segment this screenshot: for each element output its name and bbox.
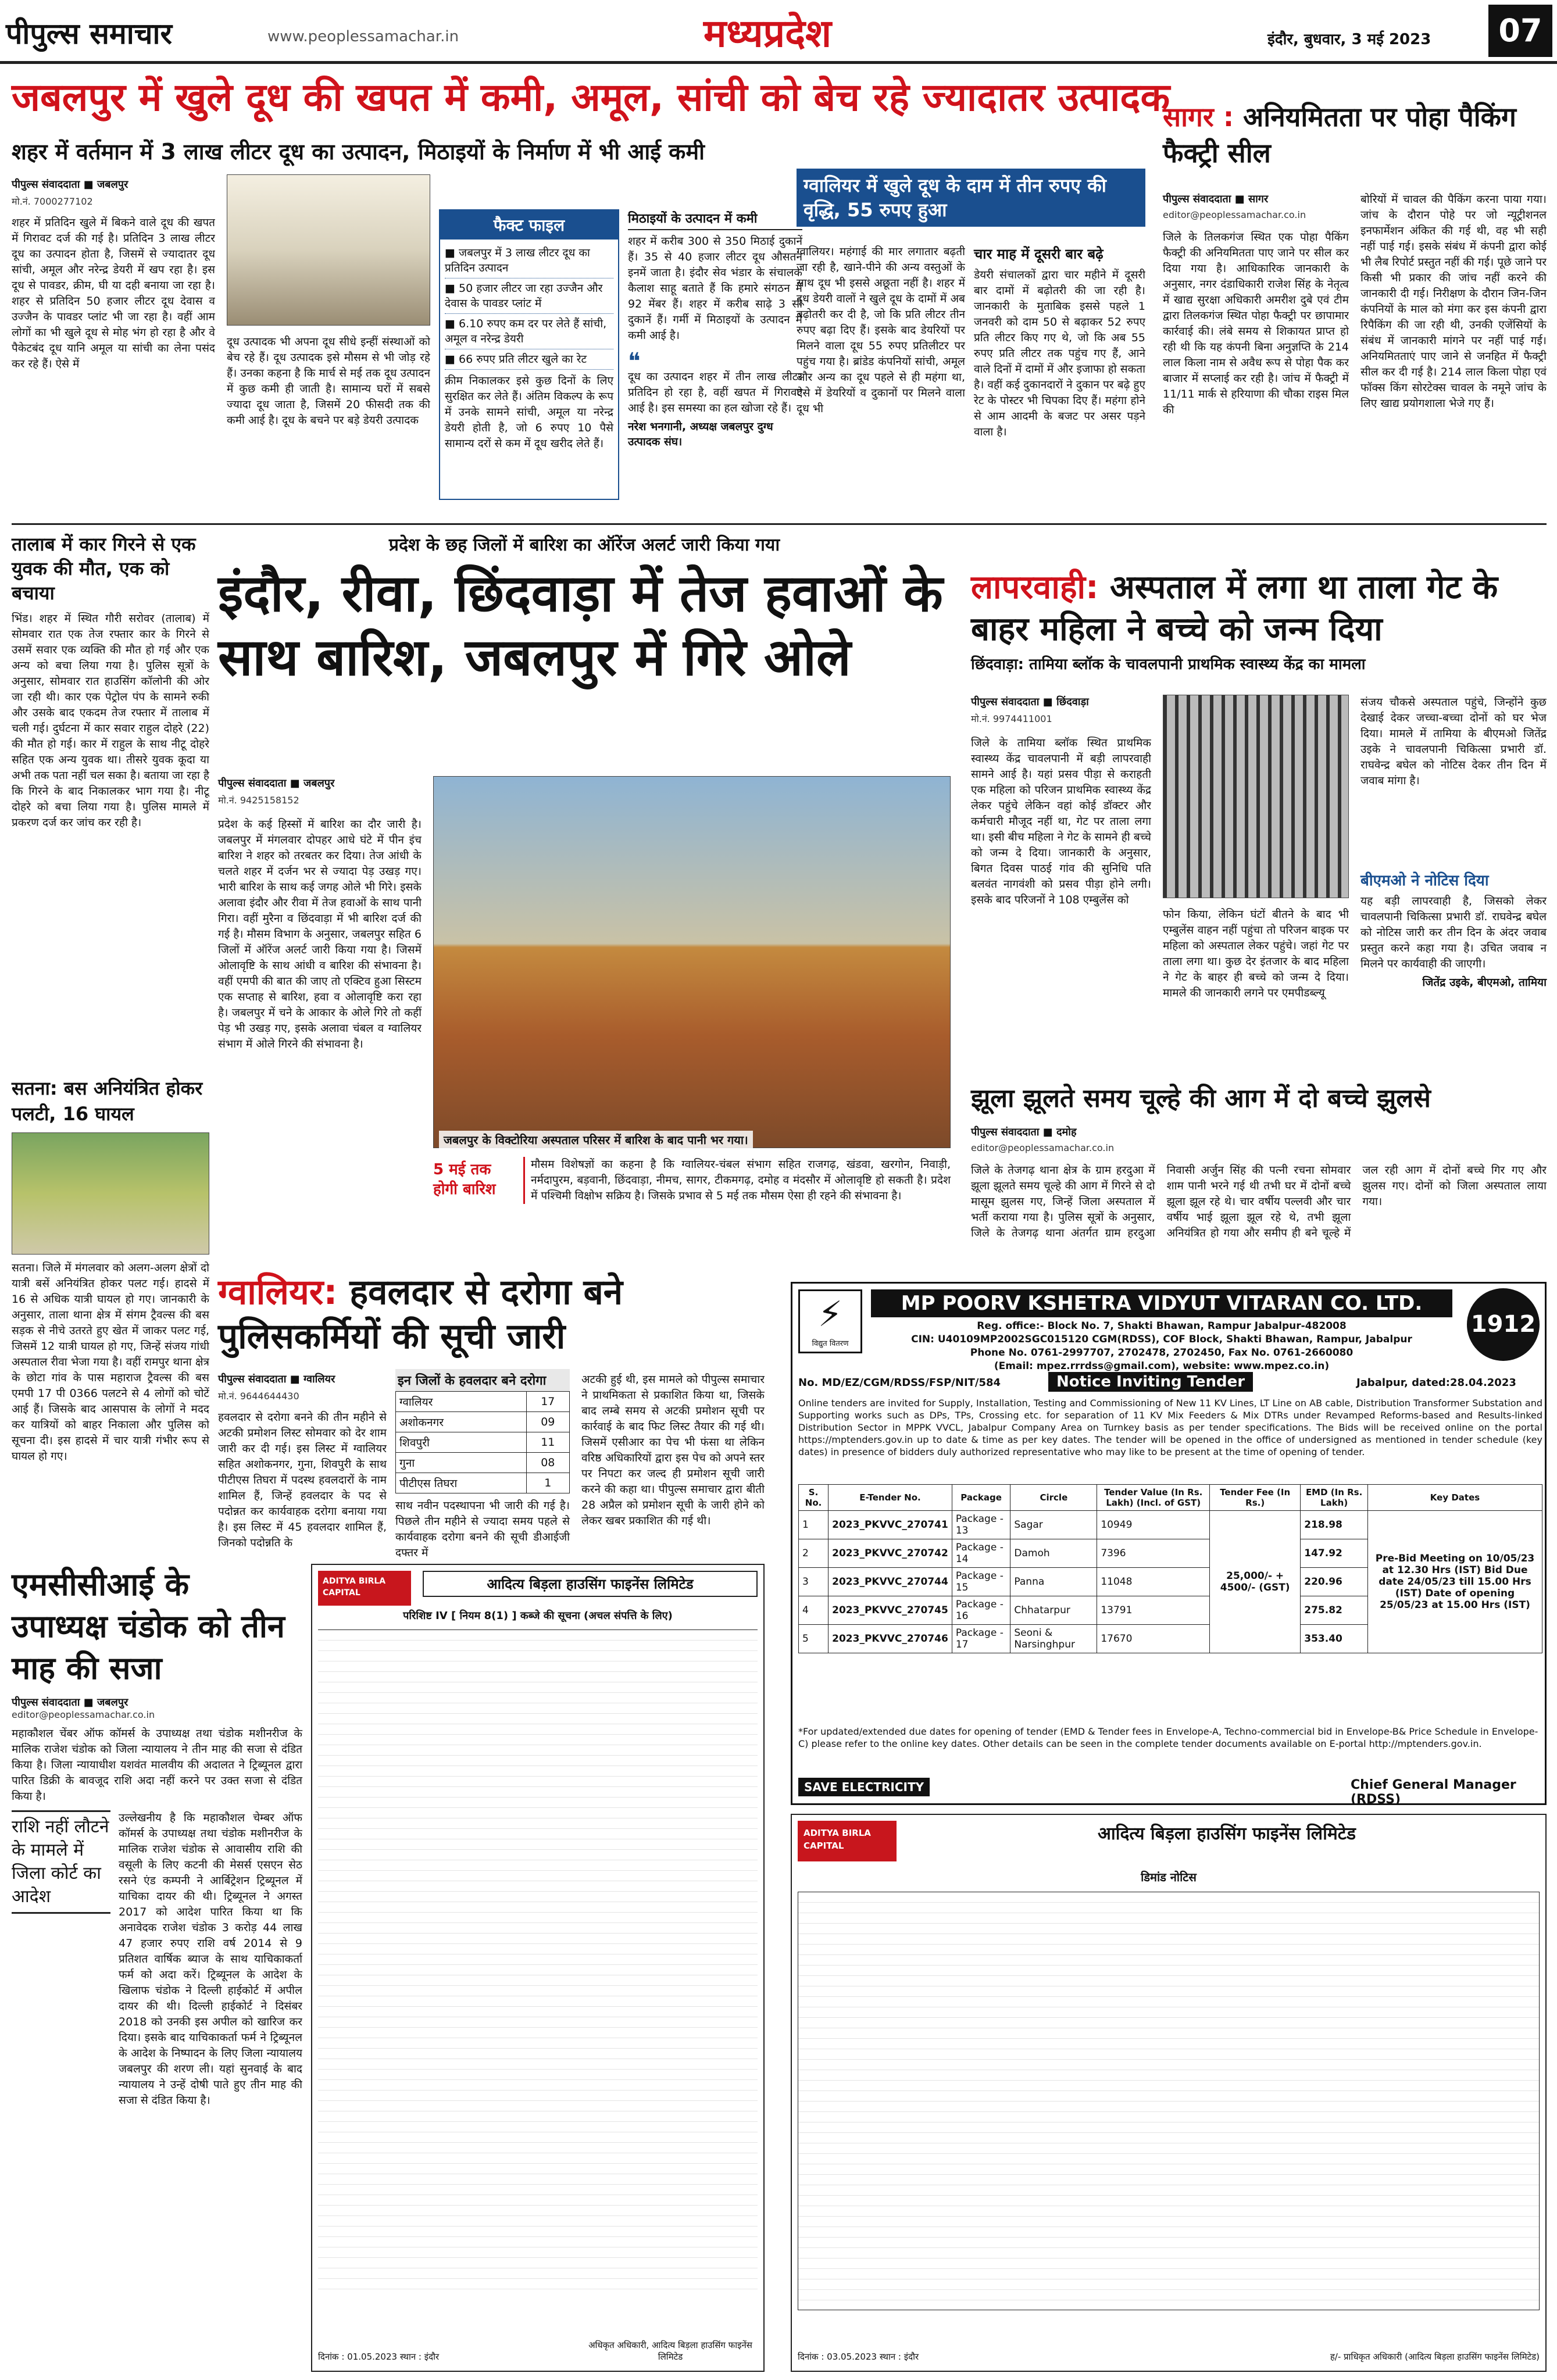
tender-table	[798, 1484, 1542, 1653]
rain-box-body: मौसम विशेषज्ञों का कहना है कि ग्वालियर-चंबल संभाग सहित राजगढ़, खंडवा, खरगोन, निवाड़ी, नर्मदापुरम, बड़वानी, छिंदवाड़ा, नीमच, सागर, टीकमगढ़, दमोह व मंदसौर में ओलावृष्टि हो सकती है। प्रदेश में पश्चिमी विक्षोभ सक्रिय है। जिसके प्रभाव से 5 मई तक मौसम ऐसा ही रहने की संभावना है।	[523, 1157, 951, 1204]
sweets-box	[628, 209, 802, 500]
mpez-logo-caption: विद्युत वितरण	[812, 1339, 849, 1348]
milk-headline: जबलपुर में खुले दूध की खपत में कमी, अमूल, सांची को बेच रहे ज्यादातर उत्पादक	[12, 75, 1170, 120]
milk-quote: दूध का उत्पादन शहर में तीन लाख लीटर प्रतिदिन हो रहा है, वहीं खपत में गिरावट आई है। इस समस्या का हल खोजा रहे हैं।	[628, 370, 802, 414]
table-cell: 08	[526, 1453, 569, 1473]
table-header: Key Dates	[1368, 1485, 1542, 1511]
milk-photo	[227, 174, 430, 326]
milk-body-1: शहर में प्रतिदिन खुले में बिकने वाले दूध की खपत में गिरावट दर्ज की गई है। प्रतिदिन 3 लाख लीटर दूध का उत्पादन होता है, जिसमें से ज्यादातर दूध सांची, अमूल और नरेन्द्र डेयरी में खप रहा है। इस दूध से पावडर, क्रीम, घी या दही बनाया जा रहा है। शहर से प्रतिदिन 50 हजार लीटर दूध देवास व उज्जैन के पावडर प्लांट भी जा रहा है। वहीं आम लोगों का भी खुले दूध से मोह भंग हो रहा है और वे पैकेटबंद दूध यानि अमूल या सांची का लेना पसंद कर रहे हैं। ऐसे में	[12, 216, 215, 370]
rain-photo	[433, 776, 951, 1148]
aditya-logo-small	[318, 1571, 411, 1606]
table-cell: 218.98	[1301, 1511, 1368, 1539]
gwalior-milk-sub: चार माह में दूसरी बार बढ़े	[974, 246, 1104, 262]
hospital-photo	[1163, 695, 1349, 898]
police-headline-place: ग्वालियर:	[218, 1272, 338, 1313]
table-row	[396, 1473, 570, 1493]
police-headline	[218, 1270, 765, 1359]
gwalior-milk-story	[797, 169, 1145, 517]
table-row	[396, 1453, 570, 1473]
bmo-notice-title: बीएमओ ने नोटिस दिया	[1360, 872, 1489, 889]
table-cell: 10949	[1097, 1511, 1210, 1539]
fact-file	[439, 209, 619, 500]
table-cell: 13791	[1097, 1596, 1210, 1625]
milk-quote-name: नरेश भनगानी, अध्यक्ष जबलपुर दुग्ध उत्पादक संघ।	[628, 420, 773, 448]
hospital-story	[971, 567, 1547, 1073]
sagar-byline: पीपुल्स संवाददाता ■ सागर	[1163, 193, 1269, 205]
quote-icon: ❝	[628, 348, 641, 375]
table-header: Tender Value (In Rs. Lakh) (Incl. of GST)	[1097, 1485, 1210, 1511]
masthead	[0, 0, 1557, 64]
aditya-subtitle-small: परिशिष्ट IV [ नियम 8(1) ] कब्जे की सूचना (अचल संपत्ति के लिए)	[403, 1610, 673, 1622]
fact-file-item: ■ 66 रुपए प्रति लीटर खुले का रेट	[445, 349, 613, 370]
fact-file-item: ■ 6.10 रुपए कम दर पर लेते हैं सांची, अमूल व नरेन्द्र डेयरी	[445, 314, 613, 349]
lightning-icon: ⚡	[817, 1294, 843, 1335]
sagar-headline	[1163, 99, 1547, 171]
police-story	[218, 1270, 765, 1559]
bhind-story	[12, 532, 209, 1067]
aditya-ad-small-body	[318, 1629, 758, 2292]
satna-headline-text: बस अनियंत्रित होकर पलटी, 16 घायल	[12, 1077, 203, 1125]
aditya-date-large: दिनांक : 03.05.2023 स्थान : इंदौर	[798, 2352, 919, 2362]
table-cell: 2023_PKVVC_270744	[829, 1568, 952, 1596]
gwalior-milk-headline	[797, 169, 1145, 227]
police-body-3: अटकी हुई थी, इस मामले को पीपुल्स समाचार ने प्राथमिकता से प्रकाशित किया था, जिसके बाद लम्बे समय से अटकी प्रमोशन सूची पर कार्रवाई के बाद फिट लिस्ट तैयार की गई थी। जिसमें एसीआर का पेच भी फंसा था लेकिन वरिष्ठ अधिकारियों द्वारा इस पेच को अपने स्तर पर निपटा कर जल्द ही प्रमोशन सूची जारी करने की कहा था। पीपुल्स समाचार द्वारा बीती 28 अप्रैल को प्रमोशन सूची के जारी होने को लेकर खबर प्रकाशित की गई थी।	[581, 1373, 765, 1527]
fact-file-list	[440, 240, 618, 373]
bhind-body: भिंड। शहर में स्थित गौरी सरोवर (तालाब) में सोमवार रात एक तेज रफ्तार कार के गिरने से उसमें सवार एक व्यक्ति की मौत हो गई और एक अन्य को बचा लिया गया है। पुलिस सूत्रों के अनुसार, सोमवार रात हाउसिंग कॉलोनी की ओर जा रही थी। कार एक पेट्रोल पंप के सामने रुकी और उसके बाद एकदम तेज रफ्तार में तालाब में चली गई। दुर्घटना में कार सवार राहुल दोहरे (22) की मौत हो गई। कार में राहुल के साथ नीटू दोहरे सहित एक अन्य युवक था। तीसरे युवक कूदा या अभी तक पता नहीं चल सका है। बताया जा रहा है कि गिरने के बाद निकालकर भाग गया है। नीटू दोहरे को बचा लिया गया है। पुलिस मामले में प्रकरण दर्ज कर जांच कर रही है।	[12, 612, 209, 829]
milk-mobile: मो.नं. 7000277102	[12, 196, 93, 207]
table-cell: ग्वालियर	[396, 1392, 527, 1412]
sagar-headline-place: सागर :	[1163, 101, 1234, 133]
table-row	[396, 1432, 570, 1453]
sagar-story	[1163, 99, 1547, 517]
table-header: Package	[952, 1485, 1010, 1511]
table-header: S. No.	[799, 1485, 829, 1511]
page-number: 07	[1488, 5, 1552, 57]
rain-story	[218, 532, 951, 1276]
satna-body: सतना। जिले में मंगलवार को अलग-अलग क्षेत्रों दो यात्री बसें अनियंत्रित होकर पलट गई। हादसे में 16 से अधिक यात्री घायल हो गए। जानकारी के अनुसार, ताला थाना क्षेत्र में संगम ट्रैवल्स की बस सड़क से नीचे उतरते हुए खेत में जाकर पलट गई, जिसमें 12 यात्री घायल हो गए, जिन्हें संजय गांधी अस्पताल रीवा भेजा गया है। वहीं रामपुर थाना क्षेत्र के छोटा गांव के पास महाराज ट्रैवल्स की बस एमपी 17 पी 0366 पलटने से 4 लोगों को चोटें आई हैं। जिसके बाद आसपास के लोगों ने मदद कर यात्रियों को बाहर निकाला और पुलिस को सूचना दी। इस हादसे में चार यात्री गंभीर रूप से घायल हो गए।	[12, 1262, 209, 1463]
aditya-title-large: आदित्य बिड़ला हाउसिंग फाइनेंस लिमिटेड	[1098, 1824, 1356, 1844]
tender-key-dates: Pre-Bid Meeting on 10/05/23 at 12.30 Hrs (IST) Bid Due date 24/05/23 till 15.00 Hrs (IST) Date of opening 25/05/23 at 15.00 Hrs (IST)	[1368, 1511, 1542, 1653]
rain-mobile: मो.नं. 9425158152	[218, 795, 299, 806]
sweets-title: मिठाइयों के उत्पादन में कमी	[628, 209, 802, 230]
bhind-headline: तालाब में कार गिरने से एक युवक की मौत, एक को बचाया	[12, 533, 196, 604]
promotion-table-title: इन जिलों के हवलदार बने दरोगा	[395, 1369, 570, 1391]
table-cell: 11	[526, 1432, 569, 1453]
table-cell: Package - 15	[952, 1568, 1010, 1596]
table-cell: 17	[526, 1392, 569, 1412]
milk-byline: पीपुल्स संवाददाता ■ जबलपुर	[12, 178, 128, 191]
satna-story	[12, 1075, 209, 1552]
bus-photo	[12, 1132, 209, 1255]
mcci-body-2: उल्लेखनीय है कि महाकौशल चेम्बर ऑफ कॉमर्स के उपाध्यक्ष तथा चंडोक मशीनरीज के मालिक राजेश चंडोक से आवासीय राशि की वसूली के लिए कटनी की मेसर्स एसएन सेठ रसने एंड कम्पनी ने आर्बिट्रेशन ट्रिब्यूनल में याचिका दायर की थी। ट्रिब्यूनल ने अगस्त 2017 को आदेश पारित किया था कि अनावेदक राजेश चंडोक 3 करोड़ 44 लाख 47 हजार रुपए राशि वर्ष 2014 से 9 प्रतिशत वार्षिक ब्याज के साथ याचिकाकर्ता फर्म को अदा करें। ट्रिब्यूनल के आदेश के खिलाफ चंडोक ने दिल्ली हाईकोर्ट में अपील दायर की थी। दिल्ली हाईकोर्ट ने दिसंबर 2018 को उनकी इस अपील को खारिज कर दिया। इसके बाद याचिकाकर्ता फर्म ने ट्रिब्यूनल के आदेश के निष्पादन के लिए जिला न्यायालय जबलपुर की शरण ली। यहां सुनवाई के बाद न्यायालय ने उन्हें दोषी पाते हुए तीन माह की सजा से दंडित किया है।	[119, 1811, 302, 2107]
dateline: इंदौर, बुधवार, 3 मई 2023	[1267, 31, 1431, 48]
table-cell: गुना	[396, 1453, 527, 1473]
hospital-headline	[971, 567, 1547, 651]
table-cell: Package - 17	[952, 1625, 1010, 1653]
table-cell: 275.82	[1301, 1596, 1368, 1625]
table-cell: 220.96	[1301, 1568, 1368, 1596]
table-cell: पीटीएस तिघरा	[396, 1473, 527, 1493]
table-header-row	[799, 1485, 1542, 1511]
masthead-logo: पीपुल्स समाचार	[6, 17, 172, 51]
aditya-ad-small	[311, 1564, 765, 2372]
fact-file-extra: क्रीम निकालकर इसे कुछ दिनों के लिए सुरक्षित कर लेते हैं। अंतिम विकल्प के रूप में उनके सामने सांची, अमूल या नरेन्द्र डेयरी होती है, जो 6 रुपए 10 पैसे सामान्य दरों से कम में दूध खरीद लेते हैं।	[445, 374, 613, 450]
mcci-side-box: राशि नहीं लौटने के मामले में जिला कोर्ट का आदेश	[12, 1810, 110, 1914]
aditya-logo-small-text: ADITYA BIRLA CAPITAL	[323, 1577, 386, 1598]
tender-footer: *For updated/extended due dates for opening of tender (EMD & Tender fees in Envelope-A, Techno-commercial bid in Envelope-B& Price Schedule in Envelope-C) please refer to the online key dates. Other details can be seen in the complete tender documents available on E-portal http://mptenders.gov.in.	[798, 1726, 1538, 1749]
divider	[12, 523, 1547, 525]
table-cell: अशोकनगर	[396, 1412, 527, 1432]
hospital-headline-text: अस्पताल में लगा था ताला गेट के बाहर महिला ने बच्चे को जन्म दिया	[971, 569, 1498, 648]
table-cell: 3	[799, 1568, 829, 1596]
table-cell: 2023_PKVVC_270741	[829, 1511, 952, 1539]
bmo-notice-name: जितेंद्र उइके, बीएमओ, तामिया	[1422, 976, 1547, 989]
table-cell: Damoh	[1010, 1539, 1097, 1568]
tender-address-line: Phone No. 0761-2997707, 2702478, 2702450, Fax No. 0761-2660080	[970, 1347, 1354, 1359]
hospital-body-2: संजय चौकसे अस्पताल पहुंचे, जिन्होंने कुछ देखाई देकर जच्चा-बच्चा दोनों को घर भेज दिया। मामले में तामिया के बीएमओ जितेंद्र उइके ने चावलपानी चिकित्सा प्रभारी डॉ. राघवेन्द्र बघेल को नोटिस देकर तीन दिन में जवाब मांगा है।	[1360, 696, 1547, 787]
rain-body: प्रदेश के कई हिस्सों में बारिश का दौर जारी है। जबलपुर में मंगलवार दोपहर आधे घंटे में पीन इंच बारिश ने शहर को तरबतर कर दिया। तेज आंधी के चलते शहर में दर्जन भर से ज्यादा पेड़ उखड़ गए। भारी बारिश के साथ कई जगह ओले भी गिरे। इसके अलावा इंदौर और रीवा में तेज हवाओं के साथ पानी गिरा। वहीं मुरैना व छिंदवाड़ा में भी बारिश दर्ज की गई है। मौसम विभाग के अनुसार, जबलपुर सहित 6 जिलों में ऑरेंज अलर्ट जारी किया गया है। जिसमें ओलावृष्टि के साथ आंधी व बारिश की संभावना है। वहीं एमपी की बात की जाए तो एक्टिव हुआ सिस्टम एक सप्ताह से बारिश, हवा व ओलावृष्टि करा रहा है। जबलपुर में चने के आकार के ओले गिरे तो कहीं पेड़ भी उखड़ गए, इसके अलावा चंबल व ग्वालियर संभाग में ओले गिरने की संभावना है।	[218, 818, 422, 1050]
police-body-1: हवलदार से दरोगा बनने की तीन महीने से अटकी प्रमोशन लिस्ट सोमवार को देर शाम जारी कर दी गई। इस लिस्ट में ग्वालियर सहित अशोकनगर, गुना, शिवपुरी के साथ पीटीएस तिघरा में पदस्थ हवलदारों के नाम शामिल हैं, जिन्हें हवलदार के पद से पदोन्नत कर कार्यवाहक दरोगा बनाया गया है। इस लिस्ट में 45 हवलदार शामिल हैं, जिनको पदोन्नति के	[218, 1411, 387, 1549]
aditya-ad-large	[791, 1814, 1547, 2372]
milk-subhead: शहर में वर्तमान में 3 लाख लीटर दूध का उत्पादन, मिठाइयों के निर्माण में भी आई कमी	[12, 139, 705, 165]
swing-story	[971, 1084, 1547, 1270]
rain-headline: इंदौर, रीवा, छिंदवाड़ा में तेज हवाओं के साथ बारिश, जबलपुर में गिरे ओले	[218, 563, 943, 687]
tender-address-line: (Email: mpez.rrrdss@gmail.com), website: www.mpez.co.in)	[994, 1360, 1330, 1372]
table-header: E-Tender No.	[829, 1485, 952, 1511]
rain-photo-caption: जबलपुर के विक्टोरिया अस्पताल परिसर में बारिश के बाद पानी भर गया।	[439, 1131, 753, 1149]
tender-address	[871, 1320, 1452, 1373]
table-cell: 2023_PKVVC_270742	[829, 1539, 952, 1568]
mcci-story	[12, 1564, 302, 2372]
swing-body: जिले के तेजगढ़ थाना क्षेत्र के ग्राम हरदुआ में झूला झूलते समय चूल्हे की आग में गिरने से दो मासूम झुलस गए, जिन्हें जिला अस्पताल में भर्ती कराया गया है। पुलिस सूत्रों के अनुसार, जिले के तेजगढ़ थाना अंतर्गत ग्राम हरदुआ निवासी अर्जुन सिंह की पत्नी रचना सोमवार शाम पानी भरने गई थी तभी घर में दोनों बच्चे झूला झूल रहे थे। चार वर्षीय पल्लवी और चार वर्षीय भाई झूला झूल रहे थे, तभी झूला अनियंत्रित हो गया और समीप ही बने चूल्हे में जल रही आग में दोनों बच्चे गिर गए और झुलस गए। दोनों को जिला अस्पताल लाया गया।	[971, 1164, 1547, 1239]
sagar-body-2: बोरियों में चावल की पैकिंग करना पाया गया। जांच के दौरान पोहे पर जो न्यूट्रीशनल इनफार्मेशन अंकित की गई थी, वह भी सही नहीं पाई गई। इसके संबंध में कंपनी द्वारा कोई भी लैब रिपोर्ट प्रस्तुत नहीं की गई। पूछे जाने पर किसी भी प्रकार की जांच नहीं करने की जानकारी दी गई। निरीक्षण के दौरान जिन-जिन कंपनियों के माल को मंगा कर इस कंपनी द्वारा रिपैकिंग की जा रही थी, उनकी एजेंसियों के संबंध में जानकारी मांगने पर नहीं पाई गई। अनियमितताएं पाए जाने से जनहित में फैक्ट्री सील कर दी गई है। 214 लाल किला पोहा एवं फॉक्स किंग सोरटेक्स चावल के नमूने जांच के लिए खाद्य प्रयोगशाला भेजे गए हैं।	[1360, 193, 1547, 410]
tender-address-line: Reg. office:- Block No. 7, Shakti Bhawan, Rampur Jabalpur-482008	[977, 1320, 1347, 1332]
table-header: EMD (In Rs. Lakh)	[1301, 1485, 1368, 1511]
mcci-byline: पीपुल्स संवाददाता ■ जबलपुर	[12, 1696, 128, 1709]
police-body-2: साथ नवीन पदस्थापना भी जारी की गई है। पिछले तीन महीने से ज्यादा समय पहले से कार्यवाहक दरोगा बनने की सूची डीआईजी दफ्तर में	[395, 1499, 570, 1559]
sagar-email: editor@peoplessamachar.co.in	[1163, 209, 1306, 220]
swing-headline: झूला झूलते समय चूल्हे की आग में दो बच्चे झुलसे	[971, 1084, 1431, 1113]
mcci-headline: एमसीसीआई के उपाध्यक्ष चंडोक को तीन माह की सजा	[12, 1566, 285, 1686]
mcci-email: editor@peoplessamachar.co.in	[12, 1709, 155, 1720]
tender-notice-title: Notice Inviting Tender	[1048, 1372, 1253, 1392]
badge-1912	[1467, 1288, 1540, 1361]
tender-intro: Online tenders are invited for Supply, Installation, Testing and Commissioning of New 11 KV Lines, LT Line on AB cable, Distribution Transformer Substation and Supporting works such as DPs, TPs, Crossing etc. for separation of 11 KV Mix Feeders & Mix DTRs under Revamped Reforms-based and Results-linked Distribution Sector in MPPK VVCL, Jabalpur Company Area on Turnkey basis as per tender specifications. The Bids will be received online on the portal https://mptenders.gov.in up to date & time as per key dates. The tender will be opened in the office of undersigned as mentioned in tender schedule (key dates) in presence of bidders duly authorized representative who may like to be present at the time of opening of tender.	[798, 1398, 1542, 1457]
table-cell: Package - 14	[952, 1539, 1010, 1568]
tender-company: MP POORV KSHETRA VIDYUT VITARAN CO. LTD.	[871, 1289, 1452, 1317]
table-cell: 7396	[1097, 1539, 1210, 1568]
table-cell: 2023_PKVVC_270745	[829, 1596, 952, 1625]
table-cell: Package - 16	[952, 1596, 1010, 1625]
police-headline-text: हवलदार से दरोगा बने पुलिसकर्मियों की सूची जारी	[218, 1272, 623, 1357]
sweets-body: शहर में करीब 300 से 350 मिठाई दुकानें हैं। 35 से 40 हजार लीटर दूध औसतन इनमें जाता है। इंदौर सेव भंडार के संचालक कैलाश साहू बताते हैं कि हमारे संगठन में 92 मेंबर हैं। शहर में करीब साढ़े 3 सौ दुकानें हैं। गर्मी में मिठाइयों के उत्पादन में कमी आई है।	[628, 235, 802, 342]
table-header: Tender Fee (In Rs.)	[1210, 1485, 1301, 1511]
gwalior-milk-body-2: डेयरी संचालकों द्वारा चार महीने में दूसरी बार दामों में बढ़ोतरी की जा रही है। जानकारी के मुताबिक इससे पहले 1 जनवरी को दाम 50 से बढ़ाकर 52 रुपए प्रति लीटर किए गए थे, जो कि अब 55 रुपए प्रति लीटर तक पहुंच गए हैं, आने वाले दिनों में दामों में और इजाफा हो सकता है। वहीं कई दुकानदारों ने दुकान पर बढ़े हुए रेट के पोस्टर भी चिपका दिए हैं। महंगा होने से आम आदमी के बजट पर असर पड़ने वाला है।	[974, 269, 1145, 438]
police-byline: पीपुल्स संवाददाता ■ ग्वालियर	[218, 1373, 335, 1385]
aditya-logo-large	[798, 1821, 897, 1861]
police-mobile: मो.नं. 9644644430	[218, 1391, 299, 1402]
sagar-body-1: जिले के तिलकगंज स्थित एक पोहा पैकिंग फैक्ट्री की अनियमितता पाए जाने पर सील कर दिया गया है। आधिकारिक जानकारी के अनुसार, नगर दंडाधिकारी राजेश सिंह के नेतृत्व में खाद्य सुरक्षा अधिकारी अमरीश दुबे एवं टीम द्वारा तिलकगंज स्थित पोहा फैक्ट्री पर छापामार कार्रवाई की। लंबे समय से शिकायत प्राप्त हो रही थी कि यह कंपनी बिना अनुज्ञप्ति के 214 लाल किला नाम से अवैध रूप से पोहा पैक कर बाजार में सप्लाई कर रही है। जांच में फैक्ट्री में 11/11 मार्क से हरियाणा की चौका राइस मिल की	[1163, 231, 1349, 416]
table-cell: 353.40	[1301, 1625, 1368, 1653]
gwalior-milk-body-1: ग्वालियर। महंगाई की मार लगातार बढ़ती जा रही है, खाने-पीने की अन्य वस्तुओं के साथ दूध भी इससे अछूता नहीं है। शहर में दूध डेयरी वालों ने खुले दूध के दामों में अब बढ़ोतरी कर दी है, जो कि प्रति लीटर तीन रुपए बढ़ा दिए हैं। इसके बाद डेयरियों पर मिलने वाला दूध 55 रुपए प्रतिलीटर पर पहुंच गया है। ब्रांडेड कंपनियों सांची, अमूल और अन्य का दूध पहले से ही महंगा था, ऐसे में डेयरियों व दुकानों पर मिलने वाला दूध भी	[797, 245, 965, 415]
badge-year: 1912	[1470, 1311, 1536, 1338]
tender-ref: No. MD/EZ/CGM/RDSS/FSP/NIT/584	[798, 1377, 1001, 1389]
table-row	[396, 1392, 570, 1412]
sagar-headline-text: अनियमितता पर पोहा पैकिंग फैक्ट्री सील	[1163, 101, 1516, 169]
table-cell: Package - 13	[952, 1511, 1010, 1539]
tender-dated: Jabalpur, dated:28.04.2023	[1356, 1377, 1516, 1389]
table-cell: Sagar	[1010, 1511, 1097, 1539]
mcci-body-1: महाकौशल चेंबर ऑफ कॉमर्स के उपाध्यक्ष तथा चंडोक मशीनरीज के मालिक राजेश चंडोक को जिला न्यायालय ने तीन माह की सजा से दंडित किया है। जिला न्यायाधीश यशवंत मालवीय की अदालत ने ट्रिब्यूनल द्वारा पारित डिक्री के बावजूद राशि अदा नहीं करने पर उक्त सजा से दंडित किया है।	[12, 1727, 302, 1803]
promotion-table	[395, 1369, 570, 1561]
aditya-signoff-large: ह/- प्राधिकृत अधिकारी (आदित्य बिड़ला हाउसिंग फाइनेंस लिमिटेड)	[1330, 2352, 1540, 2362]
table-cell: 147.92	[1301, 1539, 1368, 1568]
table-cell: शिवपुरी	[396, 1432, 527, 1453]
save-electricity: SAVE ELECTRICITY	[798, 1778, 930, 1796]
promotion-table-grid	[395, 1391, 570, 1493]
hospital-body-photo: फोन किया, लेकिन घंटों बीतने के बाद भी एम्बुलेंस वाहन नहीं पहुंचा तो परिजन बाइक पर महिला को अस्पताल लेकर पहुंचे। जहां गेट पर ताला लगा था। कुछ देर इंतजार के बाद महिला ने गेट के बाहर ही बच्चे को जन्म दे दिया। मामले की जानकारी लगने पर एमपीडब्ल्यू	[1163, 908, 1349, 999]
table-cell: 1	[526, 1473, 569, 1493]
aditya-subtitle-large: डिमांड नोटिस	[1141, 1870, 1197, 1884]
table-cell: 2023_PKVVC_270746	[829, 1625, 952, 1653]
hospital-mobile: मो.नं. 9974411001	[971, 713, 1052, 724]
aditya-ad-large-body	[798, 1892, 1540, 2310]
tender-fee-cell: 25,000/- + 4500/- (GST)	[1210, 1511, 1301, 1653]
mpez-logo	[798, 1289, 862, 1353]
tender-ad	[791, 1282, 1547, 1805]
milk-body-2: दूध उत्पादक भी अपना दूध सीधे इन्हीं संस्थाओं को बेच रहे हैं। दूध उत्पादक इसे मौसम से भी जोड़ रहे हैं। उनका कहना है कि मार्च से मई तक दूध उत्पादन में कुछ कमी ही जाती है। सामान्य घरों में सबसे ज्यादा दूध जाता है, जिसमें 20 फीसदी तक की कमी आई है। दूध के बचने पर बड़े डेयरी उत्पादक	[227, 335, 430, 427]
hospital-headline-place: लापरवाही:	[971, 569, 1099, 606]
table-cell: Seoni & Narsinghpur	[1010, 1625, 1097, 1653]
table-cell: Panna	[1010, 1568, 1097, 1596]
tender-sign: Chief General Manager (RDSS)	[1351, 1778, 1516, 1807]
gwalior-milk-headline-text: ग्वालियर में खुले दूध के दाम में तीन रुपए की वृद्धि, 55 रुपए हुआ	[804, 174, 1106, 221]
satna-headline	[12, 1075, 209, 1127]
fact-file-item: ■ जबलपुर में 3 लाख लीटर दूध का प्रतिदिन उत्पादन	[445, 243, 613, 278]
table-cell: 5	[799, 1625, 829, 1653]
aditya-title-small: आदित्य बिड़ला हाउसिंग फाइनेंस लिमिटेड	[423, 1571, 758, 1597]
table-cell: 2	[799, 1539, 829, 1568]
table-cell: 09	[526, 1412, 569, 1432]
table-row	[396, 1412, 570, 1432]
swing-email: editor@peoplessamachar.co.in	[971, 1142, 1115, 1153]
tender-address-line: CIN: U40109MP2002SGC015120 CGM(RDSS), COF Block, Shakti Bhawan, Rampur, Jabalpur	[911, 1334, 1412, 1345]
table-cell: 1	[799, 1511, 829, 1539]
aditya-signoff-small: अधिकृत अधिकारी, आदित्य बिड़ला हाउसिंग फाइनेंस लिमिटेड	[588, 2340, 752, 2362]
bmo-notice-body: यह बड़ी लापरवाही है, जिसको लेकर चावलपानी चिकित्सा प्रभारी डॉ. राघवेन्द्र बघेल को नोटिस जारी कर तीन दिन के अंदर जवाब प्रस्तुत करने कहा गया है। उचित जवाब न मिलने पर कार्यवाही की जाएगी।	[1360, 895, 1547, 970]
masthead-website: www.peoplessamachar.in	[267, 28, 459, 45]
fact-file-item: ■ 50 हजार लीटर जा रहा उज्जैन और देवास के पावडर प्लांट में	[445, 278, 613, 314]
table-cell: 17670	[1097, 1625, 1210, 1653]
table-header: Circle	[1010, 1485, 1097, 1511]
aditya-logo-large-text: ADITYA BIRLA CAPITAL	[804, 1828, 871, 1851]
satna-headline-place: सतना:	[12, 1077, 58, 1099]
swing-byline: पीपुल्स संवाददाता ■ दमोह	[971, 1126, 1077, 1138]
hospital-body-1: जिले के तामिया ब्लॉक स्थित प्राथमिक स्वास्थ्य केंद्र चावलपानी में बड़ी लापरवाही सामने आई है। यहां प्रसव पीड़ा से कराहती एक महिला को परिजन प्राथमिक स्वास्थ्य केंद्र लेकर पहुंचे लेकिन वहां कोई डॉक्टर और कर्मचारी मौजूद नहीं था, गेट पर ताला लगा था। इसी बीच महिला ने गेट के सामने ही बच्चे को जन्म दे दिया। जानकारी के अनुसार, बिगत दिवस पाठई गांव की सुनिधि पति बलवंत नागवंशी को प्रसव पीड़ा होने लगी। इसके बाद परिजनों ने 108 एम्बुलेंस को	[971, 737, 1151, 906]
table-row	[799, 1511, 1542, 1539]
table-cell: Chhatarpur	[1010, 1596, 1097, 1625]
bmo-notice	[1360, 869, 1547, 989]
rain-kicker: प्रदेश के छह जिलों में बारिश का ऑरेंज अलर्ट जारी किया गया	[388, 535, 780, 555]
hospital-byline: पीपुल्स संवाददाता ■ छिंदवाड़ा	[971, 696, 1089, 708]
section-title: मध्यप्रदेश	[703, 11, 832, 56]
fact-file-title: फैक्ट फाइल	[440, 210, 618, 240]
hospital-subhead: छिंदवाड़ा: तामिया ब्लॉक के चावलपानी प्राथमिक स्वास्थ्य केंद्र का मामला	[971, 656, 1366, 673]
aditya-date-small: दिनांक : 01.05.2023 स्थान : इंदौर	[318, 2352, 440, 2362]
table-cell: 4	[799, 1596, 829, 1625]
table-cell: 11048	[1097, 1568, 1210, 1596]
rain-byline: पीपुल्स संवाददाता ■ जबलपुर	[218, 777, 335, 789]
rain-box-title: 5 मई तक होगी बारिश	[433, 1161, 496, 1198]
